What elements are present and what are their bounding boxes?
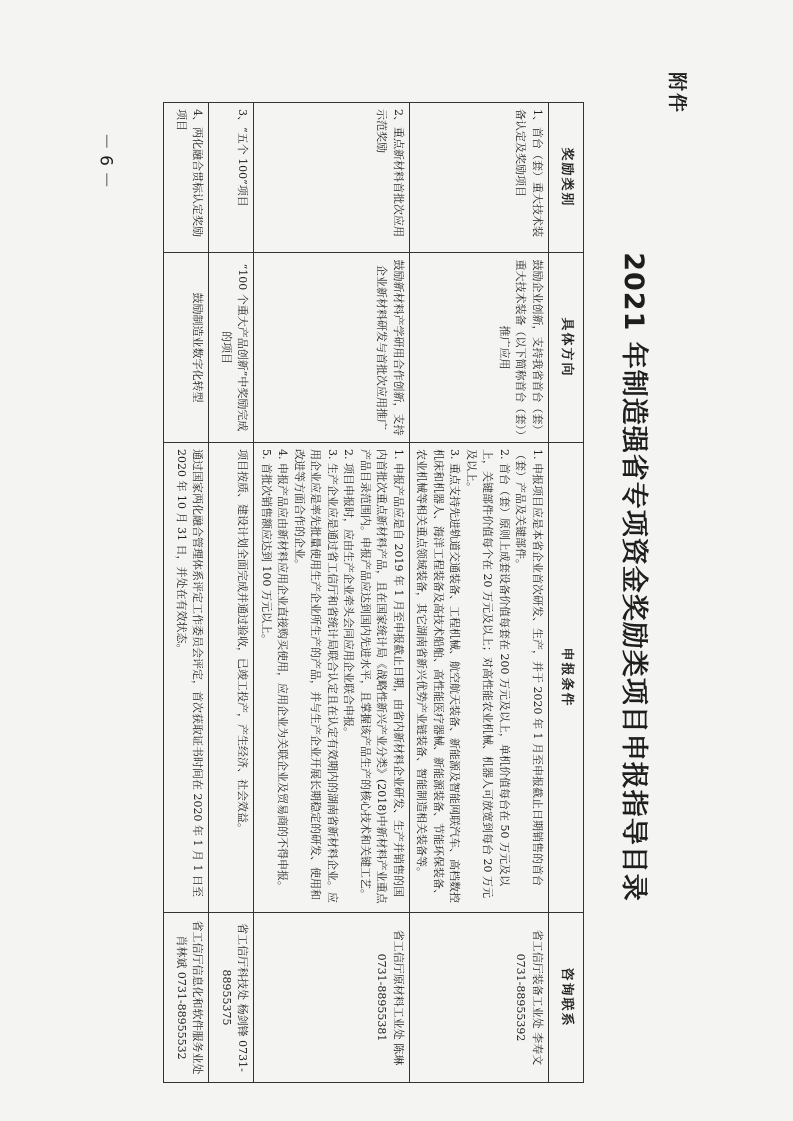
table-row: [410, 103, 549, 1083]
conditions-cell: [209, 443, 254, 913]
document-title: 2021 年制造强省专项资金奖励类项目申报指导目录: [618, 252, 649, 902]
header-conditions: 申报条件: [549, 443, 584, 913]
rotated-document: [134, 72, 694, 1082]
attachment-label: 附件: [666, 72, 688, 115]
direction-cell: 鼓励新材料产学研用合作创新，支持企业新材料研发与首批次应用推广: [254, 253, 410, 443]
condition-item: 1. 申报产品应是自 2019 年 1 月至申报截止日期，由省内新材料企业研发、生产并销售的国内首批次重点新材料产品，且在国家统计局《战略性新兴产业分类》(2018)中新材料产业重点产品目录范围内。申报产品应达到国内先进水平，且掌握该产品生产的核心技术和关键工艺。: [359, 449, 405, 904]
header-category: 奖励类别: [549, 103, 584, 253]
category-cell: 2、重点新材料首批次应用示范奖励: [254, 103, 410, 253]
condition-item: 3. 生产企业应是通过省工信厅和省统计局联合认定且在认定有效期内的湖南省新材料企业。应用企业应是率先批量使用生产企业所生产的产品，并与生产企业开展长期稳定的研发、使用和改进等方面合作的企业。: [293, 449, 339, 903]
conditions-cell: [410, 443, 549, 913]
direction-cell: 鼓励制造业数字化转型: [164, 253, 209, 443]
table-header-row: [549, 103, 584, 1083]
condition-item: 4. 申报产品应由新材料应用企业直接购买使用，应用企业为关联企业及贸易商的不得申报。: [276, 449, 290, 892]
condition-item: 通过国家两化融合管理体系评定工作委员会评定，首次获取证书时间在 2020 年 1 月 1 日至 2020 年 10 月 31 日，并处在有效状态。: [175, 449, 205, 897]
guidance-table: [164, 102, 585, 1083]
category-cell: 4、两化融合贯标认定奖励项目: [164, 103, 209, 253]
contact-cell: 省工信厅科技处 杨剑锋 0731-88955375: [209, 913, 254, 1083]
header-direction: 具体方向: [549, 253, 584, 443]
contact-cell: 省工信厅装备工业处 李寿文 0731-88955392: [410, 913, 549, 1083]
contact-cell: 省工信厅信息化和软件服务业处 肖林斌 0731-88955532: [164, 913, 209, 1083]
page-number: － 6 －: [95, 132, 116, 188]
direction-cell: “100 个重大产品创新”中奖励完成的项目: [209, 253, 254, 443]
condition-item: 5. 首批次销售额应达到 100 万元以上。: [260, 449, 273, 645]
condition-item: 项目按质、建设计划全面完成并通过验收，已竣工投产，产生经济、社会效益。: [236, 449, 250, 834]
contact-cell: 省工信厅原材料工业处 陈琳 0731-88955381: [254, 913, 410, 1083]
table-row: [164, 103, 209, 1083]
condition-item: 1. 申报项目应是本省企业首次研发、生产，并于 2020 年 1 月至申报截止日期销售的首台（套）产品及关键部件。: [514, 449, 544, 886]
condition-item: 2. 首台（套）原则上成套设备价值每套在 200 万元及以上，单机价值每台在 50 万元及以上，关键部件价值每个在 20 万元及以上；对高性能农业机械、机器人可放宽到每台 20 万元及以上。: [465, 449, 511, 898]
table-row: [254, 103, 410, 1083]
conditions-cell: [254, 443, 410, 913]
category-cell: 3、“五个 100”项目: [209, 103, 254, 253]
header-contact: 咨询联系: [549, 913, 584, 1083]
category-cell: 1、首台（套）重大技术装备认定及奖励项目: [410, 103, 549, 253]
condition-item: 3. 重点支持先进轨道交通装备、工程机械、航空航天装备、新能源及智能网联汽车、高档数控机床和机器人、海洋工程装备及高技术船舶、高性能医疗器械、新能源装备、节能环保装备、农业机械等相关重点领域装备，其它湖南省新兴优势产业链装备、智能制造相关装备等。: [415, 449, 462, 903]
condition-item: 2. 项目申报时，应由生产企业牵头会同应用企业联合申报。: [342, 449, 356, 738]
direction-cell: 鼓励企业创新，支持我省首台（套）重大技术装备（以下简称首台（套））推广应用: [410, 253, 549, 443]
table-row: [209, 103, 254, 1083]
conditions-cell: [164, 443, 209, 913]
